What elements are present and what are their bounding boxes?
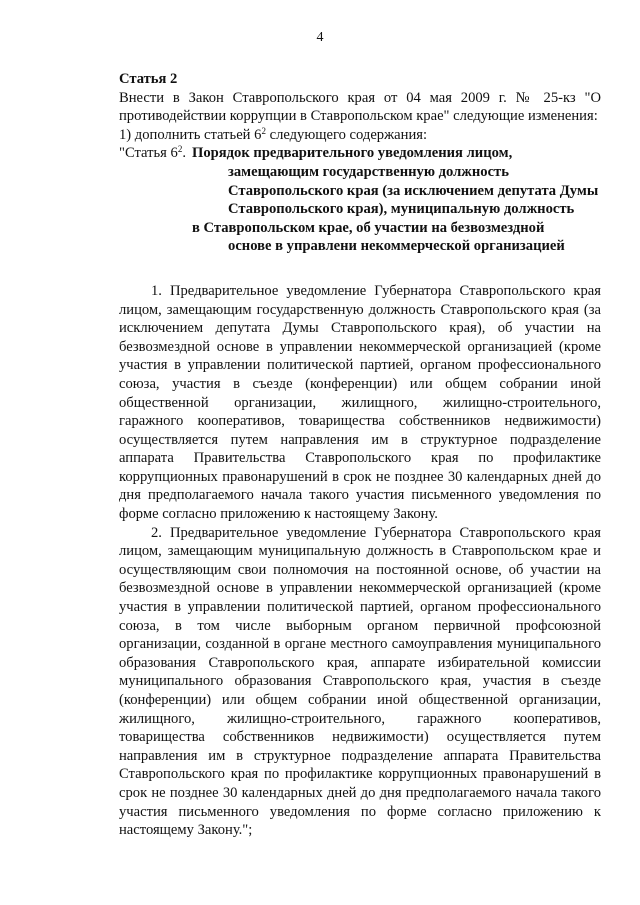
title-line: Ставропольского края (за исключением депутата Думы — [228, 182, 599, 199]
amendment-item-1 — [119, 126, 601, 145]
title-line: Ставропольского края), муниципальную должность — [228, 201, 575, 218]
title-line: замещающим государственную должность — [228, 163, 509, 180]
item1-superscript: 2 — [261, 125, 266, 136]
article-intro: Внести в Закон Ставропольского края от 04 мая 2009 г. № 25-кз "О противодействии коррупции в Ставропольском крае" следующие изменения: — [119, 89, 601, 125]
title-line: Порядок предварительного уведомления лицом, — [192, 145, 513, 162]
article-heading: Статья 2 — [119, 71, 178, 87]
item1-prefix: 1) дополнить статьей 6 — [119, 126, 262, 143]
item1-suffix: следующего содержания: — [265, 126, 428, 143]
title-line: в Ставропольском крае, об участии на безвозмездной — [192, 219, 545, 236]
new-article-title — [192, 144, 601, 256]
title-line: основе в управлени некоммерческой организацией — [228, 238, 565, 255]
paragraph-2: 2. Предварительное уведомление Губернатора Ставропольского края лицом, замещающим муниципальную должность в Ставропольском крае и осуществляющим свои полномочия на постоянной основе, об участии на безвозмездной основе в управлении некоммерческой организацией (кроме участия в управлении политической партией, органом профессионального союза, в том числе выборным органом первичной профсоюзной организации, созданной в органе местного самоуправления муниципального образования Ставропольского края, аппарате избирательной комиссии муниципального образования Ставропольского края, участия в съезде (конференции) или общем собрании иной общественной организации, жилищного, жилищно-строительного, гаражного кооперативов, товарищества собственников недвижимости) осуществляется путем направления им в структурное подразделение аппарата Правительства Ставропольского края по профилактике коррупционных правонарушений в срок не позднее 30 календарных дней до дня предполагаемого начала такого участия письменного уведомления по форме согласно приложению к настоящему Закону."; — [119, 524, 601, 839]
document-body — [119, 70, 601, 840]
page-number: 4 — [316, 30, 324, 45]
new-article-label: "Статья $6^2$. — [119, 144, 187, 162]
new-article-header — [119, 144, 601, 256]
paragraph-1: 1. Предварительное уведомление Губернатора Ставропольского края лицом, замещающим государственную должность Ставропольского края (за исключением депутата Думы Ставропольского края), об участии на безвозмездной основе в управлении некоммерческой организацией (кроме участия в управлении политической партией, органом профессионального союза, участия в съезде (конференции) или общем собрании иной общественной организации, жилищного, жилищно-строительного, гаражного кооперативов, товарищества собственников недвижимости) осуществляется путем направления им в структурное подразделение аппарата Правительства Ставропольского края по профилактике коррупционных правонарушений в срок не позднее 30 календарных дней до дня предполагаемого начала такого участия письменного уведомления по форме согласно приложению к настоящему Закону. — [119, 282, 601, 523]
